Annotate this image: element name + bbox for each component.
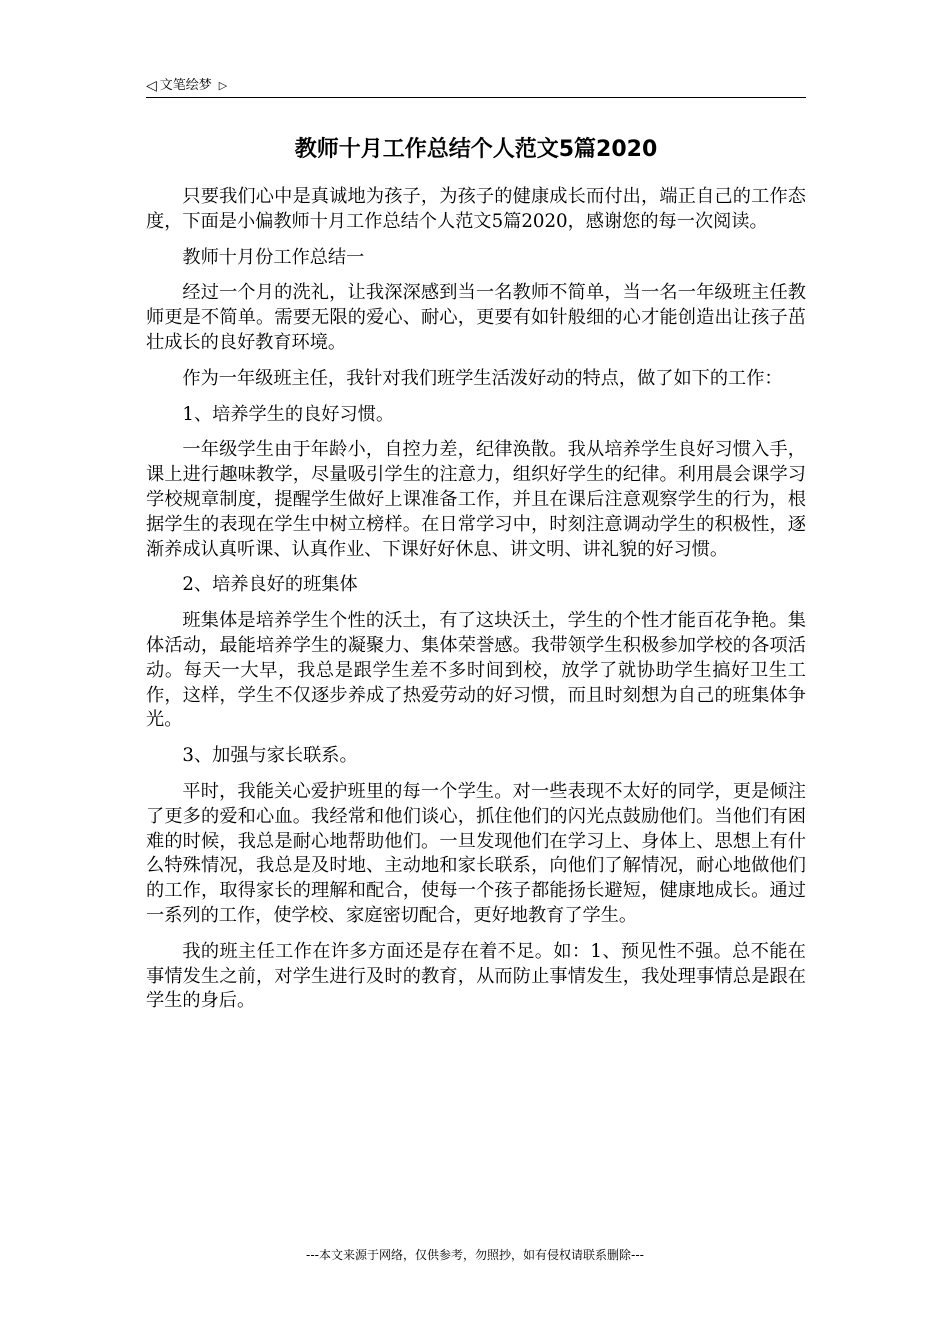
brand-name: 文笔绘梦 [159, 78, 212, 93]
paragraph: 作为一年级班主任，我针对我们班学生活泼好动的特点，做了如下的工作： [182, 367, 783, 389]
document-body [146, 185, 806, 1025]
document-title: 教师十月工作总结个人范文5篇2020 [294, 137, 658, 162]
triangle-right-icon: ▷ [218, 79, 228, 92]
paragraph: 经过一个月的洗礼，让我深深感到当一名教师不简单，当一名一年级班主任教师更是不简单。需要无限的爱心、耐心，更要有如针般细的心才能创造出让孩子茁壮成长的良好教育环境。 [146, 282, 806, 353]
paragraph: 只要我们心中是真诚地为孩子，为孩子的健康成长而付出，端正自己的工作态度，下面是小偏教师十月工作总结个人范文5篇2020，感谢您的每一次阅读。 [146, 186, 806, 232]
subheading: 1、培养学生的良好习惯。 [182, 403, 395, 425]
paragraph: 平时，我能关心爱护班里的每一个学生。对一些表现不太好的同学，更是倾注了更多的爱和心血。我经常和他们谈心，抓住他们的闪光点鼓励他们。当他们有困难的时候，我总是耐心地帮助他们。一旦发现他们在学习上、身体上、思想上有什么特殊情况，我总是及时地、主动地和家长联系，向他们了解情况，耐心地做他们的工作，取得家长的理解和配合，使每一个孩子都能扬长避短，健康地成长。通过一系列的工作，使学校、家庭密切配合，更好地教育了学生。 [146, 780, 806, 926]
footer-disclaimer: ---本文来源于网络，仅供参考，勿照抄，如有侵权请联系删除--- [306, 1248, 644, 1262]
section-heading: 教师十月份工作总结一 [182, 246, 365, 268]
paragraph: 一年级学生由于年龄小，自控力差，纪律涣散。我从培养学生良好习惯入手，课上进行趣味教学，尽量吸引学生的注意力，组织好学生的纪律。利用晨会课学习学校规章制度，提醒学生做好上课准备工作，并且在课后注意观察学生的行为，根据学生的表现在学生中树立榜样。在日常学习中，时刻注意调动学生的积极性，逐渐养成认真听课、认真作业、下课好好休息、讲文明、讲礼貌的好习惯。 [146, 439, 806, 560]
subheading: 3、加强与家长联系。 [182, 745, 358, 767]
brand [146, 76, 806, 96]
triangle-left-icon: ◁ [146, 78, 157, 94]
paragraph: 我的班主任工作在许多方面还是存在着不足。如：1、预见性不强。总不能在事情发生之前，对学生进行及时的教育，从而防止事情发生，我处理事情总是跟在学生的身后。 [146, 940, 806, 1012]
subheading: 2、培养良好的班集体 [182, 574, 358, 596]
page-header [146, 76, 806, 98]
header-divider [146, 97, 806, 98]
paragraph: 班集体是培养学生个性的沃土，有了这块沃土，学生的个性才能百花争艳。集体活动，最能培养学生的凝聚力、集体荣誉感。我带领学生积极参加学校的各项活动。每天一大早，我总是跟学生差不多时间到校，放学了就协助学生搞好卫生工作，这样，学生不仅逐步养成了热爱劳动的好习惯，而且时刻想为自己的班集体争光。 [146, 610, 806, 731]
